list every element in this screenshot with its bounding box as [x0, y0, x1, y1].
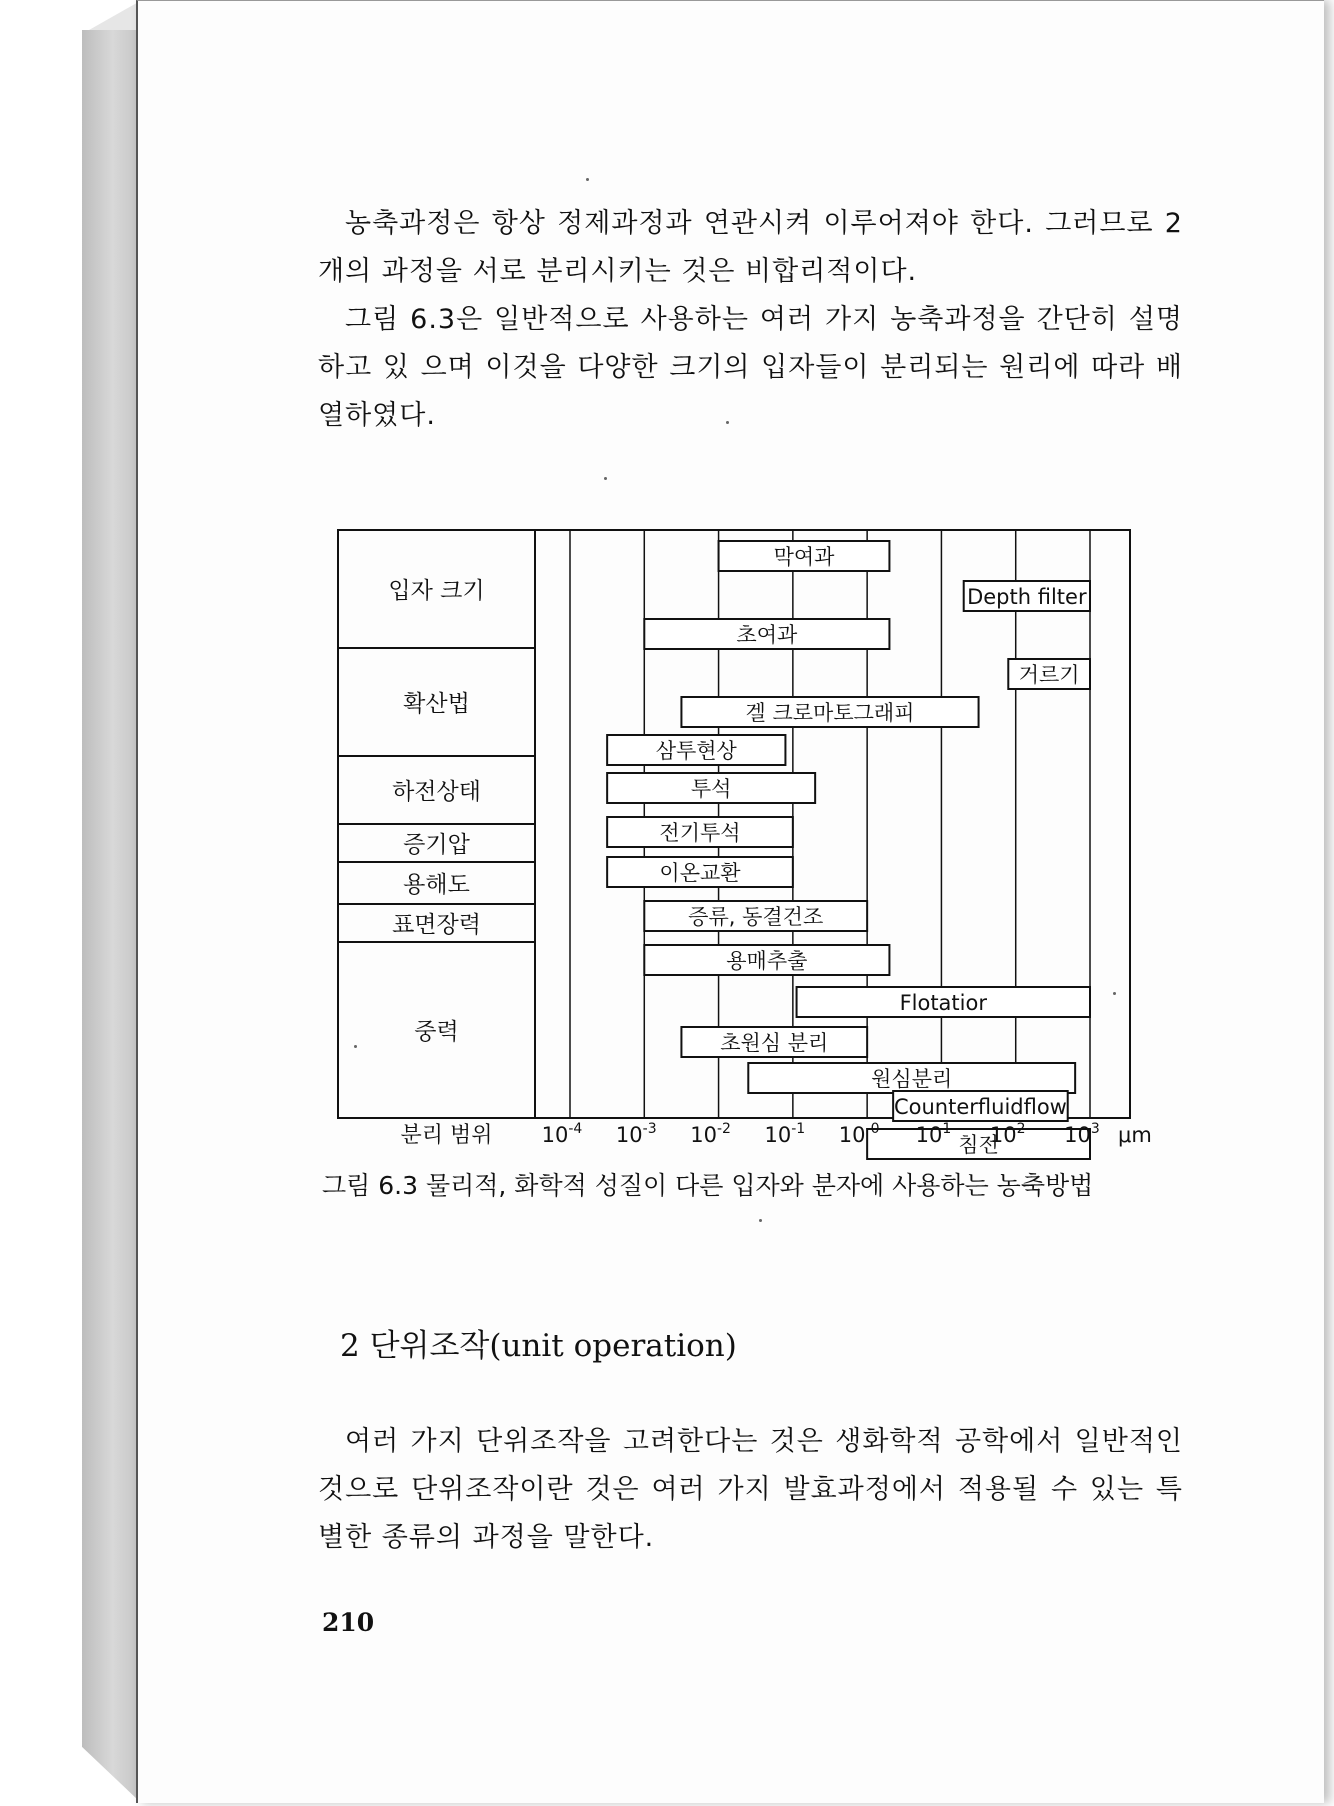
book-spine [82, 30, 138, 1800]
figure-row-labels [338, 578, 535, 1045]
method-label: 용매추출 [726, 949, 808, 973]
scan-speck [759, 1219, 762, 1222]
row-label: 중력 [414, 1019, 459, 1045]
method-label: 전기투석 [659, 821, 741, 845]
paragraph-1: 농축과정은 항상 정제과정과 연관시켜 이루어져야 한다. 그러므로 2개의 과정을 서로 분리시키는 것은 비합리적이다. [318, 208, 1183, 287]
method-label: 증류, 동결건조 [688, 905, 824, 929]
method-label: Counterfluidflow [893, 1095, 1067, 1119]
row-label: 증기압 [403, 832, 470, 858]
book-spine-top [82, 0, 142, 34]
figure-method-bars [607, 541, 1090, 1159]
method-label: Flotatior [899, 991, 987, 1015]
page-number: 210 [322, 1608, 375, 1637]
method-label: 초원심 분리 [720, 1031, 829, 1055]
method-label: 투석 [690, 777, 732, 801]
axis-title: 분리 범위 [400, 1123, 493, 1148]
method-label: 초여과 [736, 623, 798, 647]
tick-label: $10^2$ [989, 1121, 1026, 1147]
method-label: 거르기 [1018, 663, 1080, 687]
scan-speck [726, 421, 729, 424]
scan-speck [1113, 992, 1116, 995]
method-label: 막여과 [773, 545, 835, 569]
row-label: 하전상태 [392, 779, 481, 805]
method-label: 침전 [958, 1133, 999, 1157]
figure-caption: 그림 6.3 물리적, 화학적 성질이 다른 입자와 분자에 사용하는 농축방법 [322, 1171, 1094, 1200]
method-label: 이온교환 [659, 861, 741, 885]
row-label: 용해도 [403, 872, 470, 898]
row-label: 확산법 [403, 691, 470, 717]
row-label: 입자 크기 [388, 578, 485, 604]
paragraph-3: 여러 가지 단위조작을 고려한다는 것은 생화학적 공학에서 일반적인 것으로 단위조작이란 것은 여러 가지 발효과정에서 적용될 수 있는 특별한 종류의 과정을 말한다. [318, 1426, 1183, 1553]
row-label: 표면장력 [392, 912, 481, 938]
tick-label: $10^{-2}$ [690, 1121, 731, 1147]
method-label: Depth filter [967, 585, 1087, 609]
tick-label: $10^{-1}$ [764, 1121, 806, 1147]
tick-label: $10^1$ [915, 1121, 952, 1147]
scan-speck [586, 178, 589, 181]
axis-unit: μm [1118, 1123, 1152, 1147]
tick-label: $10^{-0}$ [838, 1121, 880, 1147]
method-label: 겔 크로마토그래피 [745, 701, 915, 725]
paragraph-2: 그림 6.3은 일반적으로 사용하는 여러 가지 농축과정을 간단히 설명하고 있 으며 이것을 다양한 크기의 입자들이 분리되는 원리에 따라 배열하였다. [318, 304, 1183, 431]
tick-label: $10^{-4}$ [541, 1121, 583, 1147]
section-heading: 2 단위조작(unit operation) [340, 1328, 737, 1364]
scan-speck [354, 1045, 357, 1048]
method-label: 삼투현상 [655, 739, 737, 763]
concentration-methods-figure [330, 528, 1152, 1160]
tick-label: $10^{-3}$ [615, 1121, 657, 1147]
method-label: 원심분리 [871, 1067, 953, 1091]
tick-label: $10^3$ [1064, 1121, 1100, 1147]
scan-speck [604, 477, 607, 480]
